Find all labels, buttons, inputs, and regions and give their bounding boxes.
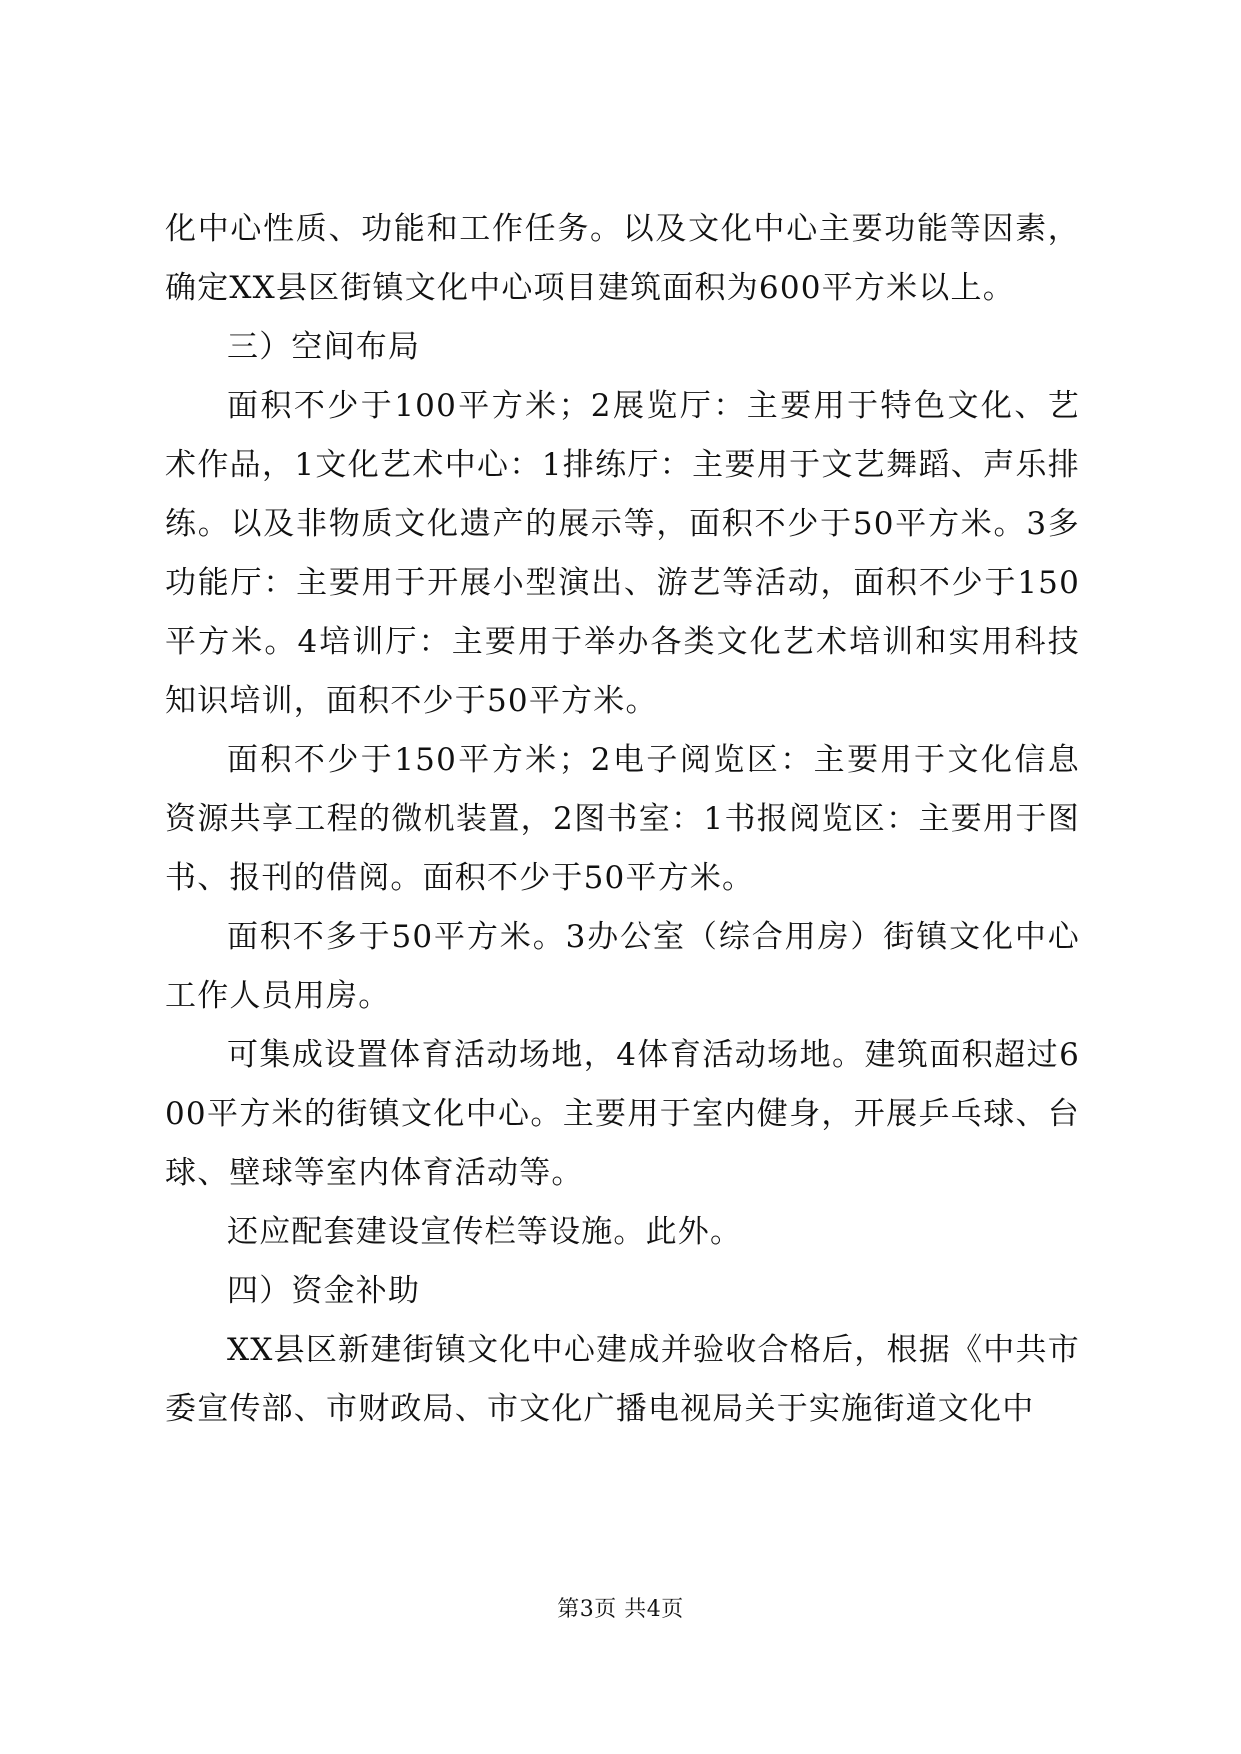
section-heading-space-layout: 三）空间布局: [227, 329, 421, 365]
document-body: [165, 200, 1080, 1439]
paragraph-sports-venue: 可集成设置体育活动场地，4体育活动场地。建筑面积超过600平方米的街镇文化中心。主要用于室内健身，开展乒乓球、台球、壁球等室内体育活动等。: [165, 1037, 1080, 1191]
page-number-footer: 第3页 共4页: [557, 1597, 684, 1622]
paragraph-culture-art-center: 面积不少于100平方米；2展览厅：主要用于特色文化、艺术作品，1文化艺术中心：1排练厅：主要用于文艺舞蹈、声乐排练。以及非物质文化遗产的展示等，面积不少于50平方米。3多功能厅：主要用于开展小型演出、游艺等活动，面积不少于150平方米。4培训厅：主要用于举办各类文化艺术培训和实用科技知识培训，面积不少于50平方米。: [165, 388, 1080, 719]
paragraph-funding: XX县区新建街镇文化中心建成并验收合格后，根据《中共市委宣传部、市财政局、市文化广播电视局关于实施街道文化中: [165, 1332, 1080, 1427]
paragraph-library: 面积不少于150平方米；2电子阅览区：主要用于文化信息资源共享工程的微机装置，2图书室：1书报阅览区：主要用于图书、报刊的借阅。面积不少于50平方米。: [165, 742, 1080, 896]
paragraph-continuation: 化中心性质、功能和工作任务。以及文化中心主要功能等因素，确定XX县区街镇文化中心项目建筑面积为600平方米以上。: [165, 211, 1080, 306]
section-heading-funding: 四）资金补助: [227, 1273, 421, 1309]
paragraph-supporting-facilities: 还应配套建设宣传栏等设施。此外。: [227, 1214, 743, 1250]
paragraph-office: 面积不多于50平方米。3办公室（综合用房）街镇文化中心工作人员用房。: [165, 919, 1080, 1014]
